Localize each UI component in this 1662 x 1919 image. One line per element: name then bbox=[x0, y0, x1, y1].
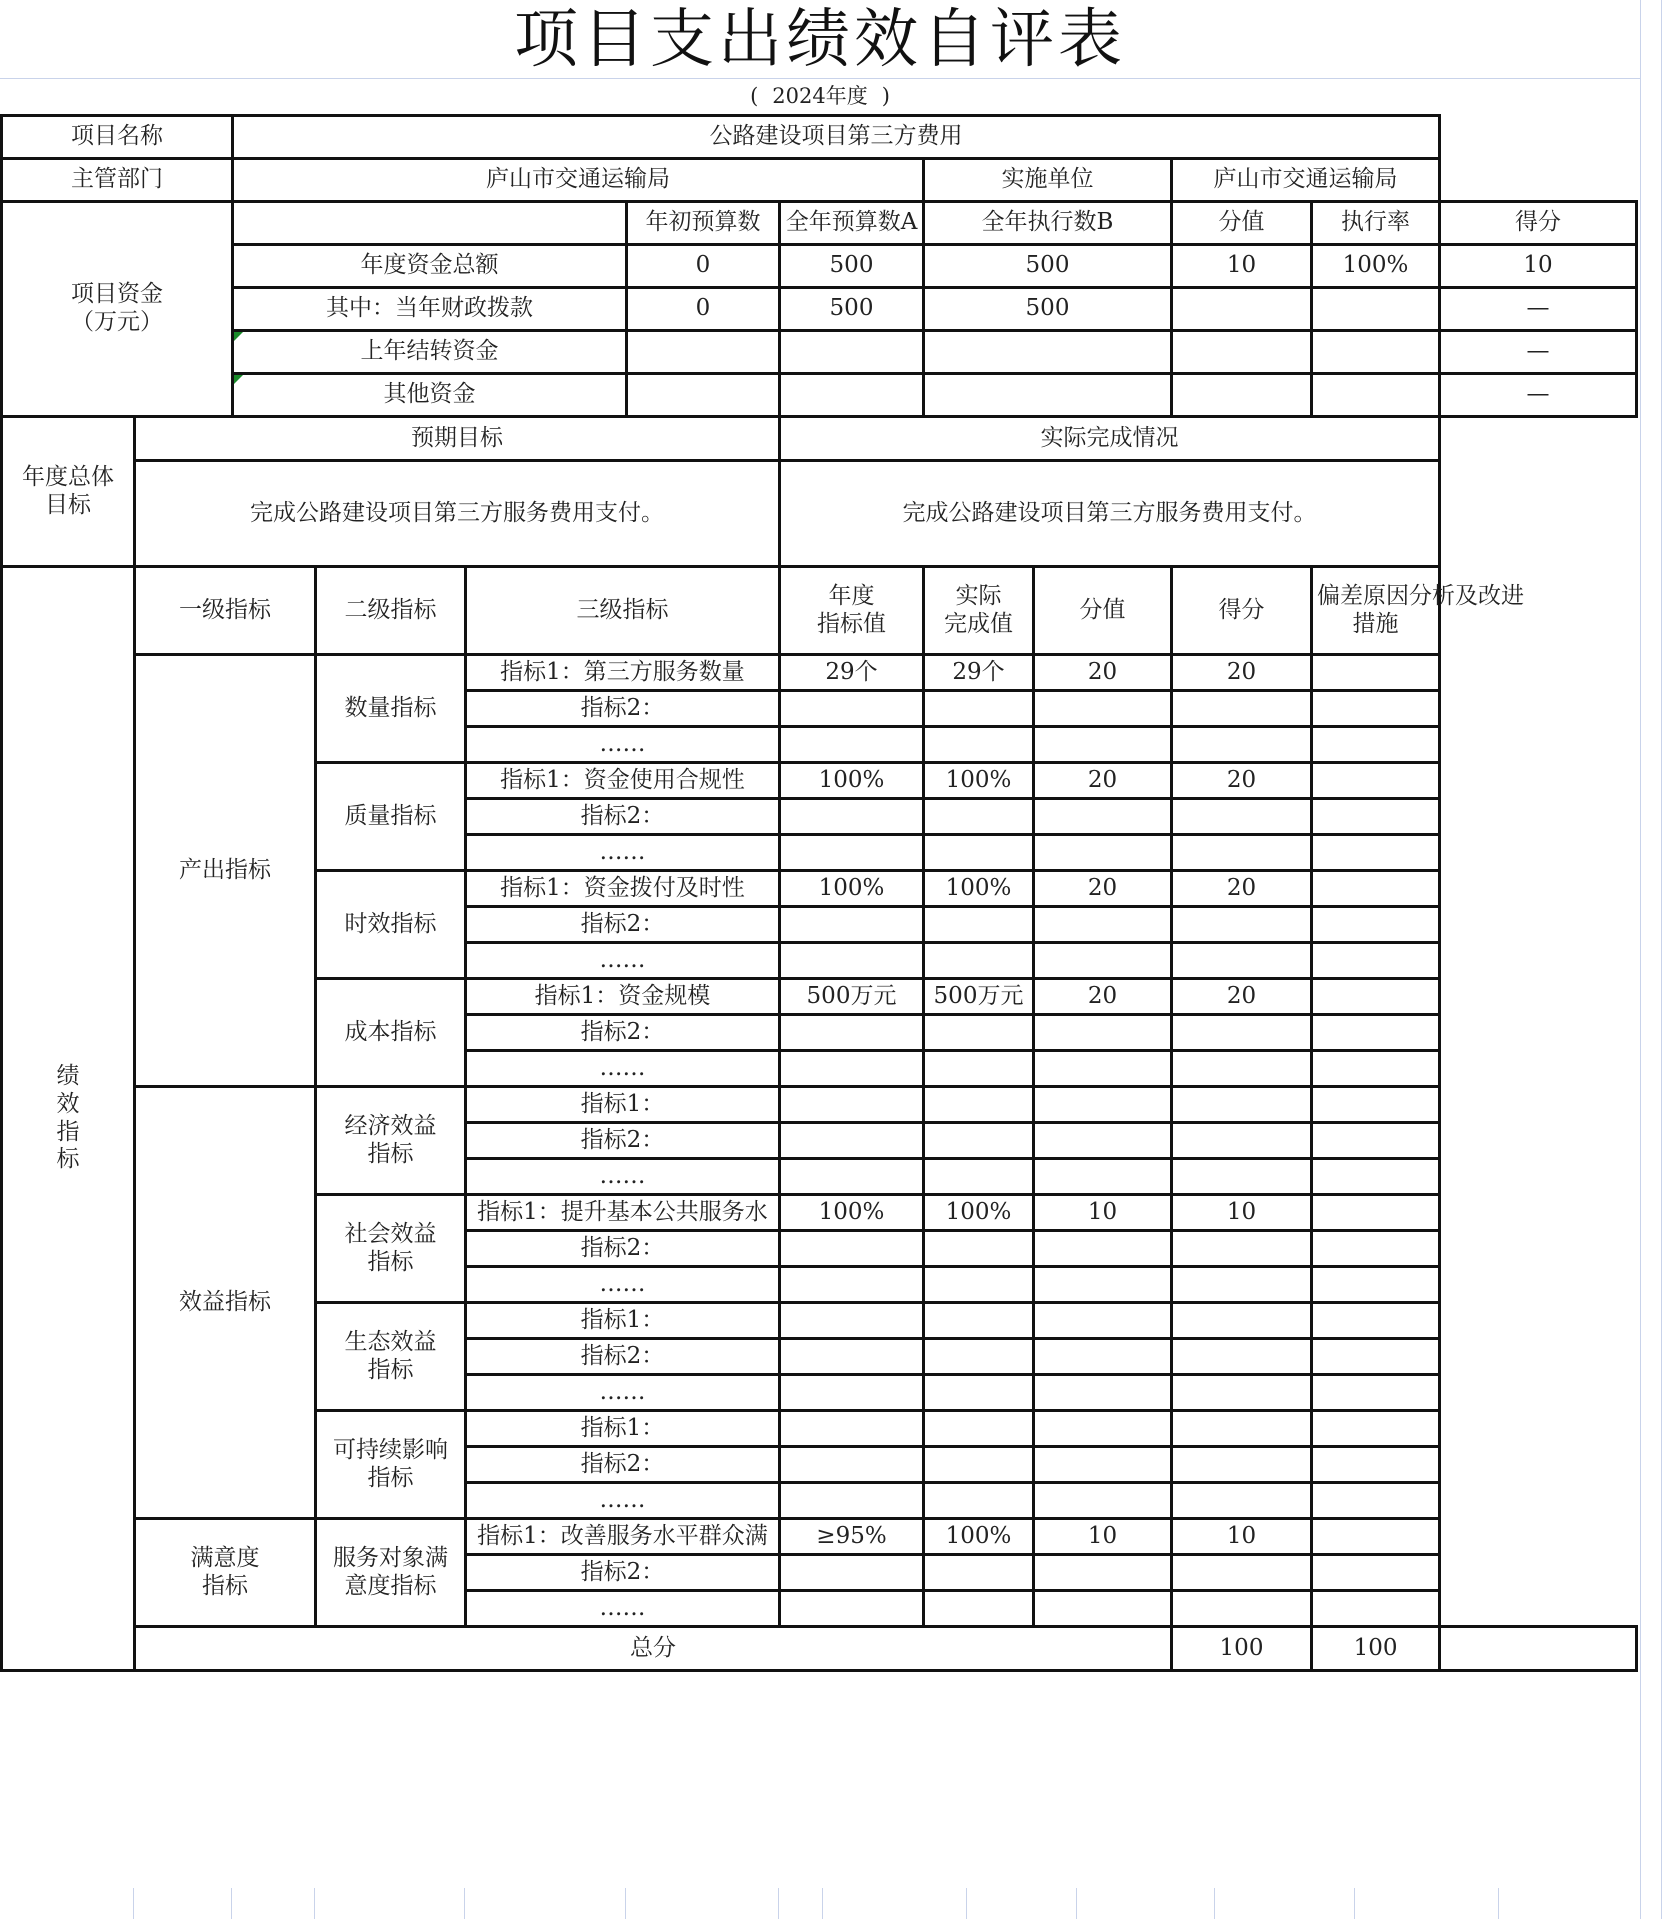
deviation-value bbox=[1312, 727, 1440, 763]
level2-indicator-label: 时效指标 bbox=[344, 910, 437, 937]
actual-value bbox=[924, 727, 1034, 763]
weight-value bbox=[1034, 1051, 1172, 1087]
actual-value-header-line2: 完成值 bbox=[944, 610, 1013, 637]
weight-value bbox=[1034, 1159, 1172, 1195]
level2-indicator bbox=[316, 871, 466, 979]
annual-target-value bbox=[780, 1267, 924, 1303]
sheet-gridline bbox=[1498, 1888, 1499, 1919]
score-value bbox=[1172, 1411, 1312, 1447]
annual-target-value bbox=[780, 1591, 924, 1627]
level2-indicator bbox=[316, 763, 466, 871]
actual-value bbox=[924, 1231, 1034, 1267]
score-value bbox=[1172, 799, 1312, 835]
funds-row bbox=[2, 245, 1637, 288]
implementing-unit-value: 庐山市交通运输局 bbox=[1172, 159, 1440, 202]
weight-value bbox=[1034, 1015, 1172, 1051]
actual-value bbox=[924, 691, 1034, 727]
score-value: 20 bbox=[1172, 655, 1312, 691]
annual-target-value bbox=[780, 1555, 924, 1591]
level3-indicator: 指标1：提升基本公共服务水 bbox=[466, 1195, 780, 1231]
level3-indicator: …… bbox=[466, 1591, 780, 1627]
level3-indicator: 指标1： bbox=[466, 1411, 780, 1447]
funds-header-executed: 全年执行数B bbox=[924, 202, 1172, 245]
funds-row-label: 其他资金 bbox=[233, 374, 627, 417]
sheet-gridline bbox=[822, 1888, 823, 1919]
annual-target-value bbox=[780, 1303, 924, 1339]
funds-row bbox=[2, 288, 1637, 331]
weight-value bbox=[1034, 1483, 1172, 1519]
funds-label-line2: （万元） bbox=[71, 309, 163, 335]
funds-cell: 500 bbox=[924, 245, 1172, 288]
weight-value bbox=[1034, 1591, 1172, 1627]
funds-label-line1: 项目资金 bbox=[71, 281, 163, 308]
score-value bbox=[1172, 727, 1312, 763]
deviation-value bbox=[1312, 1483, 1440, 1519]
score-value bbox=[1172, 1483, 1312, 1519]
funds-cell: 100% bbox=[1312, 245, 1440, 288]
implementing-unit-label: 实施单位 bbox=[924, 159, 1172, 202]
funds-header-score: 得分 bbox=[1440, 202, 1637, 245]
weight-value bbox=[1034, 1447, 1172, 1483]
sheet-gridline bbox=[1076, 1888, 1077, 1919]
deviation-value bbox=[1312, 1267, 1440, 1303]
actual-value-header bbox=[924, 567, 1034, 655]
actual-value: 500万元 bbox=[924, 979, 1034, 1015]
perf-label-char: 指 bbox=[56, 1118, 80, 1145]
indicator-row bbox=[2, 1087, 1637, 1123]
project-name-value: 公路建设项目第三方费用 bbox=[233, 116, 1440, 159]
department-row bbox=[2, 159, 1637, 202]
score-value bbox=[1172, 1339, 1312, 1375]
report-year bbox=[0, 80, 1640, 112]
score-value: 10 bbox=[1172, 1195, 1312, 1231]
funds-cell: — bbox=[1440, 288, 1637, 331]
annual-target-value: 100% bbox=[780, 1195, 924, 1231]
total-weight: 100 bbox=[1172, 1627, 1312, 1671]
funds-cell bbox=[924, 374, 1172, 417]
level2-indicator-label: 指标 bbox=[367, 1464, 414, 1491]
level1-indicator-label: 产出指标 bbox=[179, 856, 271, 883]
deviation-value bbox=[1312, 1375, 1440, 1411]
level3-indicator: 指标1：资金拨付及时性 bbox=[466, 871, 780, 907]
deviation-value bbox=[1312, 1555, 1440, 1591]
funds-cell: 500 bbox=[780, 288, 924, 331]
level3-indicator: 指标2： bbox=[466, 1123, 780, 1159]
score-value bbox=[1172, 943, 1312, 979]
level2-indicator bbox=[316, 1195, 466, 1303]
level2-indicator-label: 指标 bbox=[367, 1248, 414, 1275]
funds-cell: 500 bbox=[780, 245, 924, 288]
annual-target-value bbox=[780, 1087, 924, 1123]
total-row bbox=[2, 1627, 1637, 1671]
level2-indicator bbox=[316, 1303, 466, 1411]
funds-row-label: 其中：当年财政拨款 bbox=[233, 288, 627, 331]
score-value bbox=[1172, 1087, 1312, 1123]
annual-target-header-line1: 年度 bbox=[828, 582, 875, 609]
funds-cell bbox=[1172, 288, 1312, 331]
level2-indicator bbox=[316, 1519, 466, 1627]
actual-value bbox=[924, 1123, 1034, 1159]
actual-value-header-line1: 实际 bbox=[955, 582, 1002, 609]
deviation-value bbox=[1312, 1195, 1440, 1231]
actual-value: 29个 bbox=[924, 655, 1034, 691]
level1-indicator-output bbox=[135, 655, 316, 1087]
actual-value: 100% bbox=[924, 1195, 1034, 1231]
funds-header-initial-budget: 年初预算数 bbox=[627, 202, 780, 245]
funds-header-blank bbox=[233, 202, 627, 245]
level3-indicator: 指标1： bbox=[466, 1303, 780, 1339]
actual-value bbox=[924, 1015, 1034, 1051]
level3-indicator: 指标2： bbox=[466, 907, 780, 943]
actual-value bbox=[924, 1447, 1034, 1483]
funds-cell bbox=[1312, 331, 1440, 374]
project-name-label: 项目名称 bbox=[2, 116, 233, 159]
weight-header: 分值 bbox=[1034, 567, 1172, 655]
level3-header: 三级指标 bbox=[466, 567, 780, 655]
project-name-row bbox=[2, 116, 1637, 159]
level2-indicator bbox=[316, 655, 466, 763]
actual-value bbox=[924, 1267, 1034, 1303]
level3-indicator: …… bbox=[466, 727, 780, 763]
level3-indicator: …… bbox=[466, 1483, 780, 1519]
level3-indicator: 指标1：第三方服务数量 bbox=[466, 655, 780, 691]
score-value: 20 bbox=[1172, 763, 1312, 799]
annual-target-value bbox=[780, 1015, 924, 1051]
funds-row bbox=[2, 331, 1637, 374]
level2-header: 二级指标 bbox=[316, 567, 466, 655]
level2-indicator-label: 可持续影响 bbox=[333, 1436, 448, 1463]
actual-value bbox=[924, 1087, 1034, 1123]
annual-target-value: 29个 bbox=[780, 655, 924, 691]
score-value: 20 bbox=[1172, 979, 1312, 1015]
weight-value: 20 bbox=[1034, 871, 1172, 907]
annual-goal-label-line1: 年度总体 bbox=[22, 463, 114, 490]
weight-value bbox=[1034, 1123, 1172, 1159]
actual-completion-text: 完成公路建设项目第三方服务费用支付。 bbox=[780, 461, 1440, 567]
score-header: 得分 bbox=[1172, 567, 1312, 655]
deviation-value bbox=[1312, 691, 1440, 727]
weight-value: 10 bbox=[1034, 1519, 1172, 1555]
sheet-gridline bbox=[625, 1888, 626, 1919]
annual-goal-label-line2: 目标 bbox=[45, 491, 91, 518]
funds-header-weight: 分值 bbox=[1172, 202, 1312, 245]
sheet-gridline bbox=[133, 1888, 134, 1919]
level3-indicator: 指标2： bbox=[466, 799, 780, 835]
sheet-gridline bbox=[966, 1888, 967, 1919]
deviation-value bbox=[1312, 1303, 1440, 1339]
annual-target-value bbox=[780, 1339, 924, 1375]
score-value bbox=[1172, 1375, 1312, 1411]
weight-value bbox=[1034, 727, 1172, 763]
annual-target-value bbox=[780, 1483, 924, 1519]
level2-indicator bbox=[316, 1087, 466, 1195]
funds-cell: 500 bbox=[924, 288, 1172, 331]
weight-value bbox=[1034, 799, 1172, 835]
score-value bbox=[1172, 1267, 1312, 1303]
actual-value bbox=[924, 1051, 1034, 1087]
actual-value bbox=[924, 1483, 1034, 1519]
annual-target-value bbox=[780, 1447, 924, 1483]
level2-indicator bbox=[316, 1411, 466, 1519]
funds-cell bbox=[780, 331, 924, 374]
weight-value bbox=[1034, 1339, 1172, 1375]
funds-row bbox=[2, 374, 1637, 417]
weight-value bbox=[1034, 1555, 1172, 1591]
score-value bbox=[1172, 1123, 1312, 1159]
weight-value bbox=[1034, 835, 1172, 871]
score-value: 10 bbox=[1172, 1519, 1312, 1555]
deviation-value bbox=[1312, 1123, 1440, 1159]
weight-value: 10 bbox=[1034, 1195, 1172, 1231]
level1-header: 一级指标 bbox=[135, 567, 316, 655]
level3-indicator: 指标1：改善服务水平群众满 bbox=[466, 1519, 780, 1555]
score-value bbox=[1172, 1231, 1312, 1267]
weight-value bbox=[1034, 1087, 1172, 1123]
sheet-gridline bbox=[1354, 1888, 1355, 1919]
level2-indicator-label: 服务对象满 bbox=[333, 1544, 448, 1571]
weight-value bbox=[1034, 1411, 1172, 1447]
level2-indicator-label: 生态效益 bbox=[344, 1328, 437, 1355]
weight-value bbox=[1034, 1267, 1172, 1303]
sheet-gridline bbox=[778, 1888, 779, 1919]
expected-goal-text: 完成公路建设项目第三方服务费用支付。 bbox=[135, 461, 780, 567]
level3-indicator: 指标2： bbox=[466, 691, 780, 727]
deviation-value bbox=[1312, 763, 1440, 799]
annual-target-value bbox=[780, 1159, 924, 1195]
level3-indicator: …… bbox=[466, 1267, 780, 1303]
performance-indicator-label bbox=[2, 567, 135, 1671]
annual-target-value: 500万元 bbox=[780, 979, 924, 1015]
annual-target-value bbox=[780, 1375, 924, 1411]
score-value bbox=[1172, 1591, 1312, 1627]
actual-completion-header: 实际完成情况 bbox=[780, 417, 1440, 461]
level3-indicator: 指标2： bbox=[466, 1231, 780, 1267]
funds-row-label: 上年结转资金 bbox=[233, 331, 627, 374]
funds-header-annual-budget: 全年预算数A bbox=[780, 202, 924, 245]
funds-cell: 10 bbox=[1172, 245, 1312, 288]
annual-target-header bbox=[780, 567, 924, 655]
actual-value: 100% bbox=[924, 1519, 1034, 1555]
annual-target-value bbox=[780, 1051, 924, 1087]
actual-value bbox=[924, 1159, 1034, 1195]
level3-indicator: …… bbox=[466, 1159, 780, 1195]
deviation-value bbox=[1312, 1051, 1440, 1087]
self-evaluation-table bbox=[0, 114, 1638, 1672]
deviation-value bbox=[1312, 799, 1440, 835]
funds-cell bbox=[924, 331, 1172, 374]
level1-indicator-benefit bbox=[135, 1087, 316, 1519]
funds-cell bbox=[627, 374, 780, 417]
deviation-value bbox=[1312, 943, 1440, 979]
funds-cell bbox=[1312, 374, 1440, 417]
deviation-value bbox=[1312, 907, 1440, 943]
deviation-header bbox=[1312, 567, 1524, 655]
level3-indicator: …… bbox=[466, 1375, 780, 1411]
actual-value bbox=[924, 943, 1034, 979]
score-value bbox=[1172, 691, 1312, 727]
funds-cell: — bbox=[1440, 331, 1637, 374]
annual-target-value bbox=[780, 907, 924, 943]
actual-value: 100% bbox=[924, 871, 1034, 907]
level3-indicator: …… bbox=[466, 943, 780, 979]
level3-indicator: 指标1： bbox=[466, 1087, 780, 1123]
level2-indicator-label: 指标 bbox=[367, 1140, 414, 1167]
weight-value bbox=[1034, 943, 1172, 979]
sheet-gridline bbox=[464, 1888, 465, 1919]
level2-indicator-label: 经济效益 bbox=[344, 1112, 437, 1139]
level2-indicator-label: 指标 bbox=[367, 1356, 414, 1383]
actual-value: 100% bbox=[924, 763, 1034, 799]
funds-header-rate: 执行率 bbox=[1312, 202, 1440, 245]
annual-target-value bbox=[780, 1231, 924, 1267]
goals-content-row bbox=[2, 461, 1637, 567]
deviation-value bbox=[1312, 835, 1440, 871]
total-score: 100 bbox=[1312, 1627, 1440, 1671]
year-close-paren: ) bbox=[881, 84, 890, 108]
goals-header-row bbox=[2, 417, 1637, 461]
actual-value bbox=[924, 799, 1034, 835]
perf-label-char: 绩 bbox=[56, 1063, 80, 1090]
weight-value bbox=[1034, 1375, 1172, 1411]
funds-cell: 10 bbox=[1440, 245, 1637, 288]
deviation-value bbox=[1312, 1519, 1440, 1555]
weight-value bbox=[1034, 907, 1172, 943]
sheet-gridline bbox=[314, 1888, 315, 1919]
actual-value bbox=[924, 1411, 1034, 1447]
deviation-value bbox=[1312, 1087, 1440, 1123]
funds-cell bbox=[1172, 331, 1312, 374]
level2-indicator-label: 成本指标 bbox=[344, 1018, 437, 1045]
level3-indicator: 指标2： bbox=[466, 1339, 780, 1375]
score-value bbox=[1172, 1447, 1312, 1483]
annual-target-value bbox=[780, 727, 924, 763]
funds-label bbox=[2, 202, 233, 417]
annual-target-value bbox=[780, 943, 924, 979]
actual-value bbox=[924, 1555, 1034, 1591]
score-value: 20 bbox=[1172, 871, 1312, 907]
level3-indicator: 指标1：资金使用合规性 bbox=[466, 763, 780, 799]
funds-cell: 0 bbox=[627, 288, 780, 331]
score-value bbox=[1172, 1015, 1312, 1051]
annual-goal-label bbox=[2, 417, 135, 567]
indicator-row bbox=[2, 1519, 1637, 1555]
total-deviation bbox=[1440, 1627, 1637, 1671]
year-open-paren: ( bbox=[750, 84, 759, 108]
annual-target-value bbox=[780, 835, 924, 871]
actual-value bbox=[924, 907, 1034, 943]
deviation-value bbox=[1312, 655, 1440, 691]
annual-target-value bbox=[780, 1123, 924, 1159]
annual-target-value bbox=[780, 1411, 924, 1447]
actual-value bbox=[924, 835, 1034, 871]
year-value: 2024年度 bbox=[772, 84, 868, 108]
funds-cell bbox=[1172, 374, 1312, 417]
weight-value: 20 bbox=[1034, 763, 1172, 799]
level2-indicator-label: 意度指标 bbox=[344, 1572, 437, 1599]
deviation-value bbox=[1312, 1159, 1440, 1195]
department-value: 庐山市交通运输局 bbox=[233, 159, 924, 202]
sheet-gridline bbox=[1214, 1888, 1215, 1919]
funds-cell bbox=[1312, 288, 1440, 331]
deviation-value bbox=[1312, 979, 1440, 1015]
annual-target-value: 100% bbox=[780, 763, 924, 799]
deviation-value bbox=[1312, 1411, 1440, 1447]
page-title: 项目支出绩效自评表 bbox=[514, 3, 1126, 77]
funds-row-label: 年度资金总额 bbox=[233, 245, 627, 288]
level1-indicator-label: 满意度 bbox=[190, 1544, 260, 1571]
score-value bbox=[1172, 835, 1312, 871]
level2-indicator-label: 质量指标 bbox=[344, 802, 437, 829]
annual-target-value: ≥95% bbox=[780, 1519, 924, 1555]
score-value bbox=[1172, 1555, 1312, 1591]
deviation-value bbox=[1312, 1591, 1440, 1627]
level3-indicator: 指标1：资金规模 bbox=[466, 979, 780, 1015]
level3-indicator: 指标2： bbox=[466, 1447, 780, 1483]
deviation-value bbox=[1312, 1231, 1440, 1267]
perf-label-char: 标 bbox=[56, 1146, 80, 1173]
level3-indicator: 指标2： bbox=[466, 1555, 780, 1591]
department-label: 主管部门 bbox=[2, 159, 233, 202]
weight-value: 20 bbox=[1034, 655, 1172, 691]
indicator-header-row bbox=[2, 567, 1637, 655]
sheet-gridline bbox=[1640, 0, 1641, 1919]
actual-value bbox=[924, 1591, 1034, 1627]
annual-target-value: 100% bbox=[780, 871, 924, 907]
level3-indicator: …… bbox=[466, 835, 780, 871]
score-value bbox=[1172, 1303, 1312, 1339]
deviation-value bbox=[1312, 1015, 1440, 1051]
funds-cell bbox=[780, 374, 924, 417]
weight-value: 20 bbox=[1034, 979, 1172, 1015]
level1-indicator-satisfaction bbox=[135, 1519, 316, 1627]
funds-cell bbox=[627, 331, 780, 374]
expected-goal-header: 预期目标 bbox=[135, 417, 780, 461]
level1-indicator-label: 效益指标 bbox=[179, 1288, 271, 1315]
score-value bbox=[1172, 1051, 1312, 1087]
level3-indicator: …… bbox=[466, 1051, 780, 1087]
weight-value bbox=[1034, 1231, 1172, 1267]
score-value bbox=[1172, 1159, 1312, 1195]
actual-value bbox=[924, 1303, 1034, 1339]
funds-cell: 0 bbox=[627, 245, 780, 288]
deviation-header-line1: 偏差原因分析及改进 bbox=[1317, 582, 1524, 609]
weight-value bbox=[1034, 691, 1172, 727]
level2-indicator bbox=[316, 979, 466, 1087]
level2-indicator-label: 社会效益 bbox=[344, 1220, 437, 1247]
level3-indicator: 指标2： bbox=[466, 1015, 780, 1051]
funds-header-row bbox=[2, 202, 1637, 245]
annual-target-value bbox=[780, 799, 924, 835]
annual-target-header-line2: 指标值 bbox=[817, 610, 886, 637]
perf-label-char: 效 bbox=[56, 1090, 80, 1117]
level1-indicator-label: 指标 bbox=[202, 1572, 248, 1599]
sheet-gridline bbox=[231, 1888, 232, 1919]
score-value bbox=[1172, 907, 1312, 943]
deviation-value bbox=[1312, 1339, 1440, 1375]
total-label: 总分 bbox=[135, 1627, 1172, 1671]
weight-value bbox=[1034, 1303, 1172, 1339]
funds-cell: — bbox=[1440, 374, 1637, 417]
deviation-header-line2: 措施 bbox=[1352, 610, 1399, 637]
annual-target-value bbox=[780, 691, 924, 727]
deviation-value bbox=[1312, 1447, 1440, 1483]
level2-indicator-label: 数量指标 bbox=[344, 694, 437, 721]
indicator-row bbox=[2, 655, 1637, 691]
actual-value bbox=[924, 1339, 1034, 1375]
deviation-value bbox=[1312, 871, 1440, 907]
actual-value bbox=[924, 1375, 1034, 1411]
